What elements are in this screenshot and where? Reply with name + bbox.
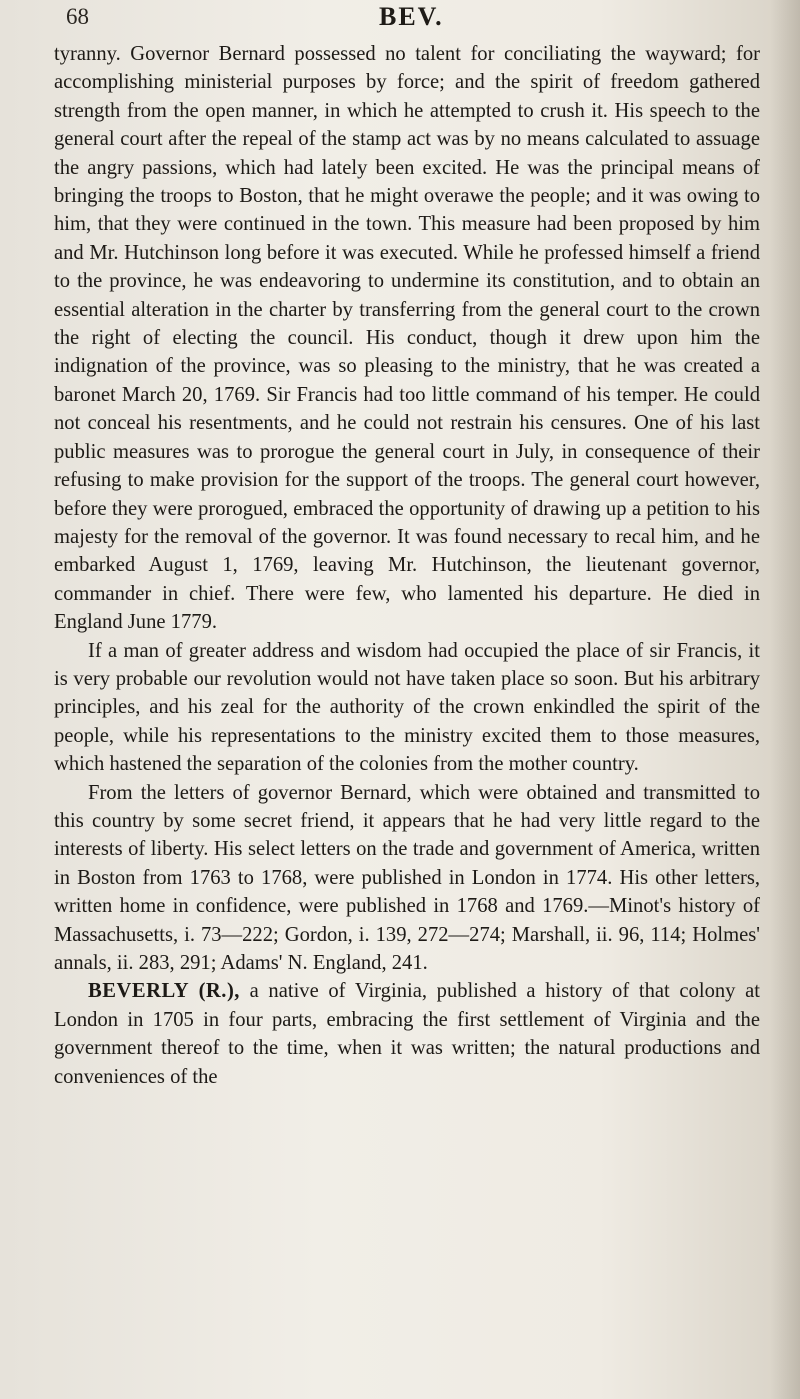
- entry-headword: BEVERLY (R.),: [88, 980, 240, 1003]
- entry-text: a native of Virginia, published a history of that colony at London in 1705 in four parts, embracing the first settlement of Virginia and the government thereof to the time, when it was written; the natural productions and conveniences of the: [54, 980, 760, 1088]
- paragraph-bernard-character: tyranny. Governor Bernard possessed no talent for conciliating the wayward; for accomplishing ministerial purposes by force; and the spirit of freedom gathered strength from the open manner, in which he attempted to crush it. His speech to the general court after the repeal of the stamp act was by no means calculated to assuage the angry passions, which had lately been excited. He was the principal means of bringing the troops to Boston, that he might overawe the people; and it was owing to him, that they were continued in the town. This measure had been proposed by him and Mr. Hutchinson long before it was executed. While he professed himself a friend to the province, he was endeavoring to undermine its constitution, and to obtain an essential alteration in the charter by transferring from the general court to the crown the right of electing the council. His conduct, though it drew upon him the indignation of the province, was so pleasing to the ministry, that he was created a baronet March 20, 1769. Sir Francis had too little command of his temper. He could not conceal his resentments, and he could not restrain his censures. One of his last public measures was to prorogue the general court in July, in consequence of their refusing to make provision for the support of the troops. The general court however, before they were prorogued, embraced the opportunity of drawing up a petition to his majesty for the removal of the governor. It was found necessary to recal him, and he embarked August 1, 1769, leaving Mr. Hutchinson, the lieutenant governor, commander in chief. There were few, who lamented his departure. He died in England June 1779.: [54, 43, 760, 634]
- paragraph-revolution: If a man of greater address and wisdom had occupied the place of sir Francis, it is very probable our revolution would not have taken place so soon. But his arbitrary principles, and his zeal for the authority of the crown enkindled the spirit of the people, while his representations to the ministry excited them to those measures, which hastened the separation of the colonies from the mother country.: [54, 639, 760, 776]
- page-header: [0, 0, 800, 40]
- page-edge-shadow: [770, 0, 800, 1399]
- paragraph-letters: From the letters of governor Bernard, which were obtained and transmitted to this country by some secret friend, it appears that he had very little regard to the interests of liberty. His select letters on the trade and government of America, written in Boston from 1763 to 1768, were published in London in 1774. His other letters, written home in confidence, were published in 1768 and 1769.—Minot's history of Massachusetts, i. 73—222; Gordon, i. 139, 272—274; Marshall, ii. 96, 114; Holmes' annals, ii. 283, 291; Adams' N. England, 241.: [54, 781, 760, 974]
- page-number: 68: [66, 4, 89, 29]
- entry-beverly: [54, 977, 760, 1091]
- running-head: BEV.: [379, 2, 444, 31]
- page-body: [54, 40, 760, 1091]
